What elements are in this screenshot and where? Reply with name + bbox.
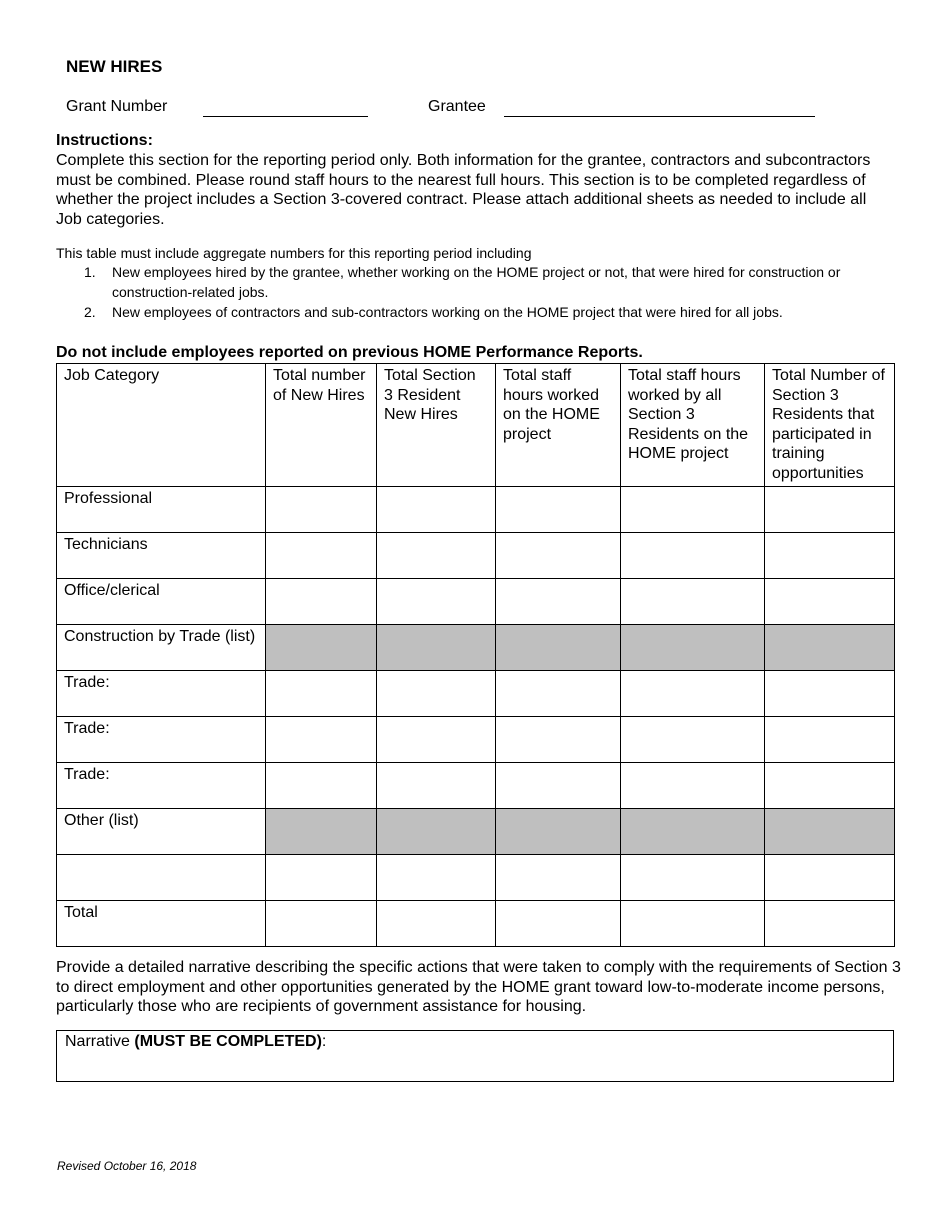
entry-cell[interactable] (496, 578, 621, 624)
instructions-body: Complete this section for the reporting period only. Both information for the grantee, contractors and subcontractors must be combined. Please round staff hours to the nearest full hours. This section is to be completed regardless of whether the project includes a Section 3-covered contract. Please attach additional sheets as needed to include all Job categories. (56, 152, 871, 228)
list-item-number: 1. (84, 264, 96, 280)
table-row (57, 486, 895, 532)
entry-cell[interactable] (496, 762, 621, 808)
entry-cell[interactable] (377, 716, 496, 762)
entry-cell[interactable] (266, 670, 377, 716)
entry-cell[interactable] (377, 854, 496, 900)
entry-cell[interactable] (765, 762, 895, 808)
shaded-cell (765, 624, 895, 670)
entry-cell[interactable] (765, 532, 895, 578)
entry-cell[interactable] (496, 670, 621, 716)
entry-cell[interactable] (496, 532, 621, 578)
entry-cell[interactable] (496, 486, 621, 532)
column-header: Total number of New Hires (266, 364, 377, 487)
instructions-list (56, 262, 896, 322)
narrative-label-text: Narrative (65, 1033, 135, 1050)
entry-cell[interactable] (621, 578, 765, 624)
instructions-heading: Instructions: (56, 132, 153, 149)
table-header-row (57, 364, 895, 487)
narrative-required-note: (MUST BE COMPLETED) (134, 1033, 322, 1050)
table-row (57, 716, 895, 762)
list-item-number: 2. (84, 304, 96, 320)
shaded-cell (765, 808, 895, 854)
entry-cell[interactable] (765, 486, 895, 532)
entry-cell[interactable] (266, 532, 377, 578)
entry-cell[interactable] (496, 854, 621, 900)
table-row (57, 670, 895, 716)
entry-cell[interactable] (266, 854, 377, 900)
list-item (56, 302, 896, 322)
entry-cell[interactable] (765, 854, 895, 900)
entry-cell[interactable] (621, 900, 765, 946)
entry-cell[interactable] (496, 900, 621, 946)
table-row (57, 762, 895, 808)
shaded-cell (496, 808, 621, 854)
entry-cell[interactable] (621, 486, 765, 532)
job-category-cell: Trade: (57, 716, 266, 762)
entry-cell[interactable] (377, 900, 496, 946)
entry-cell[interactable] (765, 670, 895, 716)
job-category-cell: Professional (57, 486, 266, 532)
table-row (57, 578, 895, 624)
grant-number-field[interactable] (203, 116, 368, 117)
shaded-cell (621, 624, 765, 670)
table-note: This table must include aggregate numbers for this reporting period including (56, 245, 532, 261)
shaded-cell (377, 808, 496, 854)
entry-cell[interactable] (621, 670, 765, 716)
table-row (57, 624, 895, 670)
entry-cell[interactable] (377, 670, 496, 716)
grant-number-label: Grant Number (66, 98, 168, 115)
entry-cell[interactable] (377, 486, 496, 532)
entry-cell[interactable] (765, 716, 895, 762)
grantee-label: Grantee (428, 98, 486, 115)
revision-date: Revised October 16, 2018 (57, 1159, 197, 1173)
entry-cell[interactable] (266, 762, 377, 808)
column-header: Job Category (57, 364, 266, 487)
job-category-cell: Office/clerical (57, 578, 266, 624)
narrative-label-suffix: : (321, 1033, 327, 1050)
entry-cell[interactable] (377, 532, 496, 578)
grantee-field[interactable] (504, 116, 815, 117)
entry-cell[interactable] (266, 900, 377, 946)
entry-cell[interactable] (621, 854, 765, 900)
list-item-text: New employees hired by the grantee, whether working on the HOME project or not, that were hired for construction or construction-related jobs. (112, 264, 841, 300)
shaded-cell (496, 624, 621, 670)
entry-cell[interactable] (621, 762, 765, 808)
new-hires-table (56, 363, 895, 947)
column-header: Total staff hours worked by all Section 3 Residents on the HOME project (621, 364, 765, 487)
column-header: Total Number of Section 3 Residents that participated in training opportunities (765, 364, 895, 487)
job-category-cell: Total (57, 900, 266, 946)
entry-cell[interactable] (377, 578, 496, 624)
entry-cell[interactable] (765, 900, 895, 946)
job-category-cell: Technicians (57, 532, 266, 578)
job-category-cell: Trade: (57, 670, 266, 716)
narrative-label (65, 1033, 326, 1051)
job-category-cell: Trade: (57, 762, 266, 808)
entry-cell[interactable] (266, 716, 377, 762)
column-header: Total Section 3 Resident New Hires (377, 364, 496, 487)
exclusion-note: Do not include employees reported on previous HOME Performance Reports. (56, 344, 643, 361)
job-category-cell (57, 854, 266, 900)
narrative-box[interactable] (56, 1030, 894, 1082)
shaded-cell (266, 624, 377, 670)
page-title: NEW HIRES (66, 57, 163, 76)
job-category-cell: Construction by Trade (list) (57, 624, 266, 670)
entry-cell[interactable] (621, 716, 765, 762)
table-row (57, 532, 895, 578)
table-row (57, 854, 895, 900)
entry-cell[interactable] (377, 762, 496, 808)
shaded-cell (266, 808, 377, 854)
narrative-instructions: Provide a detailed narrative describing the specific actions that were taken to comply with the requirements of Section 3 to direct employment and other opportunities generated by the HOME grant toward low-to-moderate income persons, particularly those who are recipients of government assistance for housing. (56, 959, 901, 1016)
entry-cell[interactable] (621, 532, 765, 578)
table-row (57, 808, 895, 854)
list-item (56, 262, 896, 302)
shaded-cell (621, 808, 765, 854)
entry-cell[interactable] (496, 716, 621, 762)
entry-cell[interactable] (266, 578, 377, 624)
entry-cell[interactable] (266, 486, 377, 532)
table-body (57, 486, 895, 946)
table-row (57, 900, 895, 946)
entry-cell[interactable] (765, 578, 895, 624)
list-item-text: New employees of contractors and sub-contractors working on the HOME project that were hired for all jobs. (112, 304, 783, 320)
column-header: Total staff hours worked on the HOME project (496, 364, 621, 487)
shaded-cell (377, 624, 496, 670)
job-category-cell: Other (list) (57, 808, 266, 854)
